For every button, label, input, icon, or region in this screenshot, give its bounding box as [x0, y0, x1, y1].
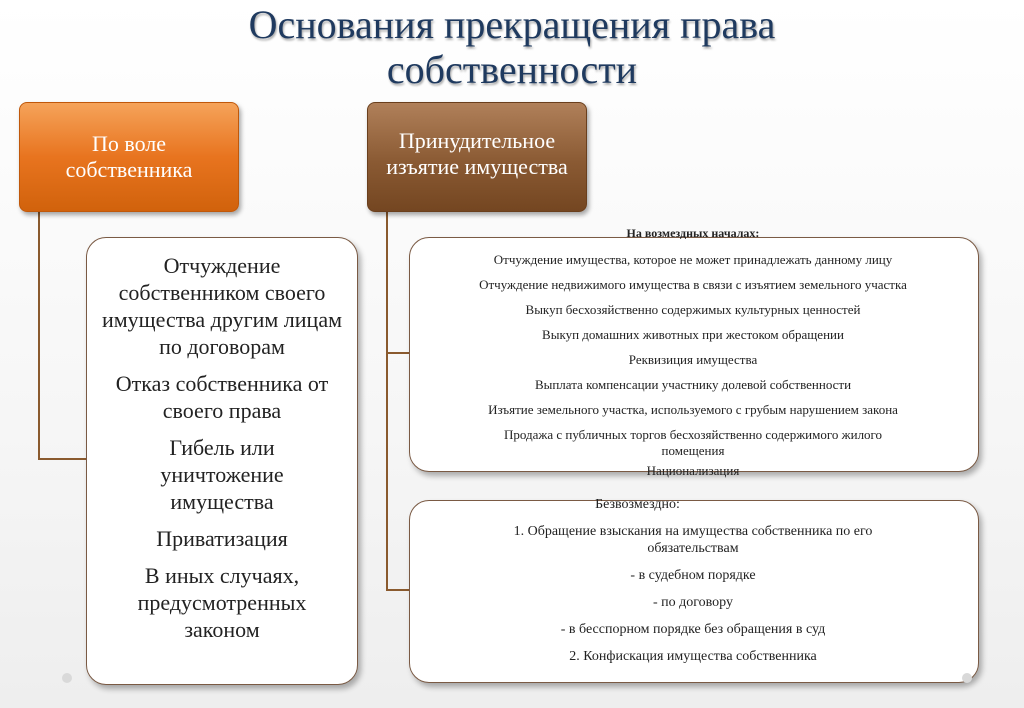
forced-header-label: Принудительное изъятие имущества — [386, 128, 568, 179]
connector-right-vertical — [386, 210, 388, 591]
voluntary-item: Отказ собственника от своего права — [115, 371, 329, 423]
voluntary-list-box — [86, 237, 358, 685]
voluntary-list — [87, 252, 357, 653]
paid-item: Выкуп бесхозяйственно содержимых культурных ценностей — [525, 302, 861, 317]
paid-item: Реквизиция имущества — [628, 352, 758, 367]
voluntary-header-box — [19, 102, 239, 212]
paid-item: Выплата компенсации участнику долевой собственности — [534, 377, 852, 392]
free-list — [409, 523, 977, 675]
slide-corner-dot-right — [962, 673, 972, 683]
voluntary-header-label: По воле собственника — [65, 131, 193, 182]
slide-title-line-1: Основания прекращения права — [248, 2, 776, 47]
connector-right-bottom — [386, 589, 410, 591]
free-item: - по договору — [652, 595, 733, 610]
connector-left-vertical — [38, 210, 40, 460]
connector-right-top — [386, 352, 410, 354]
free-heading: Безвозмездно: — [595, 497, 680, 512]
free-item: - в судебном порядке — [630, 568, 756, 583]
slide-title-line-2: собственности — [386, 47, 638, 92]
voluntary-item: Отчуждение собственником своего имущества другим лицам по договорам — [101, 253, 343, 359]
paid-item: Отчуждение недвижимого имущества в связи с изъятием земельного участка — [479, 277, 907, 292]
slide-corner-dot-left — [62, 673, 72, 683]
free-item: 2. Конфискация имущества собственника — [569, 649, 817, 664]
paid-item: Продажа с публичных торгов бесхозяйственно содержимого жилого помещения — [503, 427, 883, 458]
free-item: 1. Обращение взыскания на имущества собственника по его обязательствам — [513, 524, 873, 556]
paid-item: Изъятие земельного участка, используемого с грубым нарушением закона — [488, 402, 898, 417]
voluntary-item: Приватизация — [156, 526, 288, 551]
free-item: - в бесспорном порядке без обращения в суд — [560, 622, 826, 637]
connector-left-horizontal — [38, 458, 87, 460]
paid-item: Отчуждение имущества, которое не может принадлежать данному лицу — [493, 252, 893, 267]
paid-item: Национализация — [646, 463, 740, 478]
forced-header-box — [367, 102, 587, 212]
paid-item: Выкуп домашних животных при жестоком обращении — [542, 327, 844, 342]
paid-heading: На возмездных началах: — [626, 226, 760, 240]
voluntary-item: Гибель или уничтожение имущества — [160, 435, 284, 514]
voluntary-item: В иных случаях, предусмотренных законом — [137, 563, 307, 642]
paid-list — [409, 252, 977, 488]
